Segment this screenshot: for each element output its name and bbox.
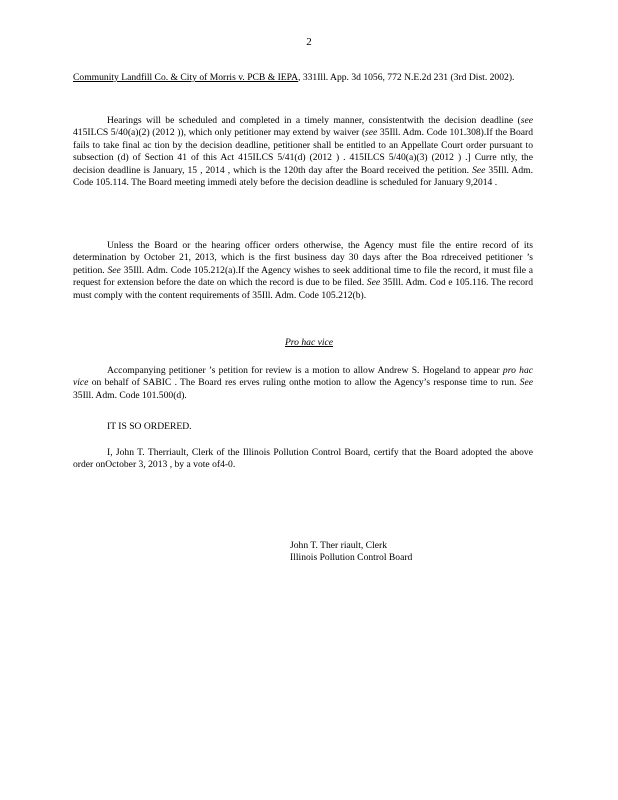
see-signal: See xyxy=(366,277,381,289)
see-signal: see xyxy=(520,115,533,126)
record-text-3: 35Ill. Adm. Cod e 105.116. The record must comply with the content requirements of 35Ill. Adm. Code 105.212(b). xyxy=(73,277,534,301)
record-text-1: Unless the Board or the hearing officer orders otherwise, the Agency must file the entire record of its determination by October 21, 2013, which is the first business day 30 days after the Boa rdreceived petitioner ’s petition. xyxy=(73,240,533,276)
hearing-text-4: 35Ill. Adm. Code 105.114. The Board meeting immedi ately before the decision deadline is scheduled for January 9,2014 . xyxy=(73,164,533,189)
see-signal: see xyxy=(365,127,378,139)
section-heading: Pro hac vice xyxy=(284,337,334,348)
signature-name: John T. Ther riault, Clerk xyxy=(290,540,387,551)
hearing-text-1: Hearings will be scheduled and completed in a timely manner, consistentwith the decision deadline ( xyxy=(107,115,521,126)
see-signal: See xyxy=(519,377,533,389)
motion-paragraph xyxy=(73,365,533,402)
see-signal: See xyxy=(107,264,121,276)
hearing-text-3: 35Ill. Adm. Code 101.308).If the Board fails to take final ac tion by the decision deadline, petitioner shall be entitled to an Appellate Court order pursuant to subsection (d) of Section 41 of this Act 415ILCS 5/41(d) (2012 ) . 415ILCS 5/40(a)(3) (2012 ) .] Curre ntly, the decision deadline is January, 15 , 2014 , which is the 120th day after the Board received the petition. xyxy=(73,127,534,176)
clerk-certification: I, John T. Therriault, Clerk of the Illinois Pollution Control Board, certify that the Board adopted the above order onOctober 3, 2013 , by a vote of4-0. xyxy=(73,447,533,471)
motion-text-3: 35Ill. Adm. Code 101.500(d). xyxy=(73,389,187,401)
hearing-paragraph xyxy=(73,115,533,189)
hearing-text-2: 415ILCS 5/40(a)(2) (2012 )), which only petitioner may extend by waiver ( xyxy=(73,127,366,139)
signature-title: Illinois Pollution Control Board xyxy=(290,552,413,563)
record-text-2: 35Ill. Adm. Code 105.212(a).If the Agency wishes to seek additional time to file the record, it must file a request for extension before the date on which the record is due to be filed. xyxy=(73,264,534,289)
motion-text-2: on behalf of SABIC . The Board res erves ruling onthe motion to allow the Agency’s response time to run. xyxy=(88,377,520,389)
case-name: Community Landfill Co. & City of Morris v. PCB & IEPA xyxy=(73,72,299,83)
so-ordered: IT IS SO ORDERED. xyxy=(107,421,192,432)
page-number: 2 xyxy=(306,36,312,48)
pro-hac-vice-term: pro hac vice xyxy=(73,365,533,389)
see-signal: See xyxy=(472,164,486,176)
case-citation xyxy=(73,72,533,84)
citation-rest: , 331Ill. App. 3d 1056, 772 N.E.2d 231 (3rd Dist. 2002). xyxy=(298,72,515,83)
record-paragraph xyxy=(73,240,533,302)
motion-text-1: Accompanying petitioner ’s petition for review is a motion to allow Andrew S. Hogeland to appear xyxy=(107,365,503,376)
